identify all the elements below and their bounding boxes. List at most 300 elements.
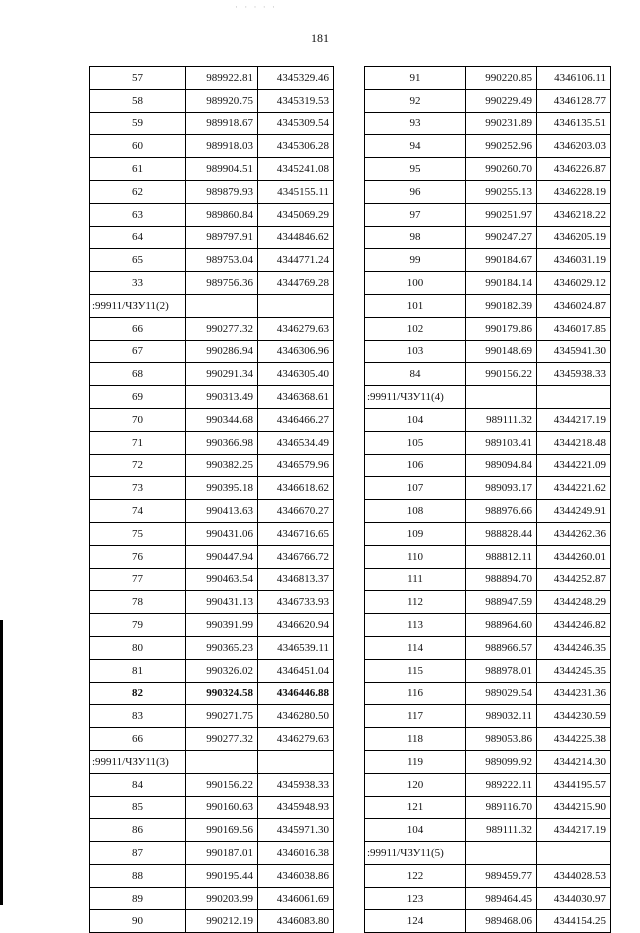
y-coordinate: 4344769.28 [258, 272, 334, 295]
y-coordinate: 4345241.08 [258, 158, 334, 181]
empty-cell [537, 842, 611, 865]
point-number: 80 [90, 636, 186, 659]
y-coordinate: 4346279.63 [258, 728, 334, 751]
table-row [365, 477, 611, 500]
point-number: 74 [90, 500, 186, 523]
x-coordinate: 990220.85 [466, 67, 537, 90]
table-row [365, 431, 611, 454]
y-coordinate: 4345309.54 [258, 112, 334, 135]
x-coordinate: 990184.14 [466, 272, 537, 295]
y-coordinate: 4345938.33 [537, 363, 611, 386]
y-coordinate: 4344215.90 [537, 796, 611, 819]
y-coordinate: 4344230.59 [537, 705, 611, 728]
table-row [90, 728, 334, 751]
x-coordinate: 990156.22 [466, 363, 537, 386]
y-coordinate: 4346446.88 [258, 682, 334, 705]
x-coordinate: 990251.97 [466, 203, 537, 226]
point-number: 109 [365, 522, 466, 545]
table-row [365, 408, 611, 431]
x-coordinate: 990169.56 [186, 819, 258, 842]
table-row [90, 431, 334, 454]
table-row [365, 226, 611, 249]
table-row [365, 887, 611, 910]
table-row [90, 819, 334, 842]
point-number: 92 [365, 89, 466, 112]
table-row [365, 89, 611, 112]
point-number: 68 [90, 363, 186, 386]
x-coordinate: 989116.70 [466, 796, 537, 819]
point-number: 95 [365, 158, 466, 181]
table-row [365, 500, 611, 523]
point-number: 124 [365, 910, 466, 933]
x-coordinate: 990203.99 [186, 887, 258, 910]
x-coordinate: 990260.70 [466, 158, 537, 181]
point-number: 59 [90, 112, 186, 135]
x-coordinate: 990255.13 [466, 180, 537, 203]
y-coordinate: 4344231.36 [537, 682, 611, 705]
x-coordinate: 989094.84 [466, 454, 537, 477]
y-coordinate: 4346579.96 [258, 454, 334, 477]
x-coordinate: 989111.32 [466, 408, 537, 431]
table-row [365, 158, 611, 181]
table-row [365, 203, 611, 226]
point-number: 115 [365, 659, 466, 682]
y-coordinate: 4346106.11 [537, 67, 611, 90]
table-row [90, 636, 334, 659]
y-coordinate: 4346061.69 [258, 887, 334, 910]
section-label-row [365, 842, 611, 865]
y-coordinate: 4346539.11 [258, 636, 334, 659]
section-label-row [90, 294, 334, 317]
y-coordinate: 4345319.53 [258, 89, 334, 112]
x-coordinate: 988947.59 [466, 591, 537, 614]
x-coordinate: 990431.06 [186, 522, 258, 545]
y-coordinate: 4344846.62 [258, 226, 334, 249]
y-coordinate: 4344249.91 [537, 500, 611, 523]
y-coordinate: 4345069.29 [258, 203, 334, 226]
table-row [90, 614, 334, 637]
y-coordinate: 4346083.80 [258, 910, 334, 933]
point-number: 86 [90, 819, 186, 842]
section-label-row [90, 750, 334, 773]
x-coordinate: 990431.13 [186, 591, 258, 614]
table-row [90, 180, 334, 203]
y-coordinate: 4345329.46 [258, 67, 334, 90]
point-number: 87 [90, 842, 186, 865]
table-row [90, 591, 334, 614]
x-coordinate: 989756.36 [186, 272, 258, 295]
y-coordinate: 4346716.65 [258, 522, 334, 545]
point-number: 65 [90, 249, 186, 272]
y-coordinate: 4346024.87 [537, 294, 611, 317]
table-row [90, 226, 334, 249]
x-coordinate: 989879.93 [186, 180, 258, 203]
point-number: 104 [365, 819, 466, 842]
y-coordinate: 4346670.27 [258, 500, 334, 523]
x-coordinate: 989468.06 [466, 910, 537, 933]
x-coordinate: 990366.98 [186, 431, 258, 454]
point-number: 72 [90, 454, 186, 477]
y-coordinate: 4345948.93 [258, 796, 334, 819]
table-row [90, 682, 334, 705]
point-number: 88 [90, 864, 186, 887]
point-number: 73 [90, 477, 186, 500]
table-row [365, 636, 611, 659]
point-number: 67 [90, 340, 186, 363]
y-coordinate: 4346226.87 [537, 158, 611, 181]
point-number: 108 [365, 500, 466, 523]
y-coordinate: 4345155.11 [258, 180, 334, 203]
point-number: 57 [90, 67, 186, 90]
empty-cell [186, 294, 258, 317]
y-coordinate: 4346618.62 [258, 477, 334, 500]
table-row [365, 705, 611, 728]
coordinates-table-right [364, 66, 611, 933]
table-row [365, 864, 611, 887]
point-number: 33 [90, 272, 186, 295]
table-row [365, 796, 611, 819]
point-number: 81 [90, 659, 186, 682]
table-row [90, 340, 334, 363]
point-number: 85 [90, 796, 186, 819]
y-coordinate: 4345971.30 [258, 819, 334, 842]
x-coordinate: 990395.18 [186, 477, 258, 500]
point-number: 118 [365, 728, 466, 751]
x-coordinate: 990277.32 [186, 728, 258, 751]
x-coordinate: 990447.94 [186, 545, 258, 568]
x-coordinate: 989797.91 [186, 226, 258, 249]
point-number: 90 [90, 910, 186, 933]
table-row [90, 112, 334, 135]
table-row [365, 819, 611, 842]
y-coordinate: 4344252.87 [537, 568, 611, 591]
x-coordinate: 990252.96 [466, 135, 537, 158]
x-coordinate: 990184.67 [466, 249, 537, 272]
x-coordinate: 990382.25 [186, 454, 258, 477]
section-label: :99911/ЧЗУ11(3) [90, 750, 186, 773]
y-coordinate: 4344217.19 [537, 408, 611, 431]
x-coordinate: 990324.58 [186, 682, 258, 705]
x-coordinate: 989222.11 [466, 773, 537, 796]
y-coordinate: 4344195.57 [537, 773, 611, 796]
table-row [90, 386, 334, 409]
y-coordinate: 4344214.30 [537, 750, 611, 773]
y-coordinate: 4344245.35 [537, 659, 611, 682]
point-number: 122 [365, 864, 466, 887]
point-number: 116 [365, 682, 466, 705]
y-coordinate: 4346218.22 [537, 203, 611, 226]
x-coordinate: 988976.66 [466, 500, 537, 523]
point-number: 119 [365, 750, 466, 773]
x-coordinate: 990231.89 [466, 112, 537, 135]
table-row [90, 887, 334, 910]
x-coordinate: 990212.19 [186, 910, 258, 933]
table-row [90, 522, 334, 545]
empty-cell [537, 386, 611, 409]
table-row [90, 89, 334, 112]
point-number: 62 [90, 180, 186, 203]
x-coordinate: 990391.99 [186, 614, 258, 637]
table-row [90, 67, 334, 90]
table-row [90, 500, 334, 523]
table-row [90, 842, 334, 865]
table-row [90, 454, 334, 477]
y-coordinate: 4346620.94 [258, 614, 334, 637]
y-coordinate: 4344030.97 [537, 887, 611, 910]
y-coordinate: 4344028.53 [537, 864, 611, 887]
x-coordinate: 990179.86 [466, 317, 537, 340]
x-coordinate: 990156.22 [186, 773, 258, 796]
y-coordinate: 4346038.86 [258, 864, 334, 887]
point-number: 107 [365, 477, 466, 500]
point-number: 96 [365, 180, 466, 203]
point-number: 84 [90, 773, 186, 796]
x-coordinate: 990313.49 [186, 386, 258, 409]
section-label-row [365, 386, 611, 409]
point-number: 66 [90, 728, 186, 751]
x-coordinate: 989053.86 [466, 728, 537, 751]
y-coordinate: 4344248.29 [537, 591, 611, 614]
table-row [365, 180, 611, 203]
point-number: 82 [90, 682, 186, 705]
x-coordinate: 988812.11 [466, 545, 537, 568]
table-row [90, 568, 334, 591]
y-coordinate: 4346451.04 [258, 659, 334, 682]
point-number: 91 [365, 67, 466, 90]
y-coordinate: 4344221.62 [537, 477, 611, 500]
x-coordinate: 989918.67 [186, 112, 258, 135]
table-row [90, 864, 334, 887]
point-number: 60 [90, 135, 186, 158]
table-row [365, 659, 611, 682]
table-row [365, 249, 611, 272]
point-number: 113 [365, 614, 466, 637]
y-coordinate: 4346280.50 [258, 705, 334, 728]
point-number: 110 [365, 545, 466, 568]
y-coordinate: 4345941.30 [537, 340, 611, 363]
x-coordinate: 989904.51 [186, 158, 258, 181]
x-coordinate: 989459.77 [466, 864, 537, 887]
point-number: 66 [90, 317, 186, 340]
table-row [365, 454, 611, 477]
point-number: 121 [365, 796, 466, 819]
table-row [90, 659, 334, 682]
y-coordinate: 4346135.51 [537, 112, 611, 135]
point-number: 79 [90, 614, 186, 637]
point-number: 77 [90, 568, 186, 591]
y-coordinate: 4346766.72 [258, 545, 334, 568]
y-coordinate: 4344217.19 [537, 819, 611, 842]
x-coordinate: 990247.27 [466, 226, 537, 249]
y-coordinate: 4346279.63 [258, 317, 334, 340]
y-coordinate: 4346733.93 [258, 591, 334, 614]
x-coordinate: 989860.84 [186, 203, 258, 226]
table-row [90, 705, 334, 728]
x-coordinate: 989111.32 [466, 819, 537, 842]
y-coordinate: 4346029.12 [537, 272, 611, 295]
table-row [90, 203, 334, 226]
point-number: 120 [365, 773, 466, 796]
x-coordinate: 989918.03 [186, 135, 258, 158]
point-number: 63 [90, 203, 186, 226]
point-number: 71 [90, 431, 186, 454]
point-number: 123 [365, 887, 466, 910]
point-number: 93 [365, 112, 466, 135]
point-number: 61 [90, 158, 186, 181]
point-number: 78 [90, 591, 186, 614]
y-coordinate: 4344262.36 [537, 522, 611, 545]
table-row [365, 340, 611, 363]
x-coordinate: 989032.11 [466, 705, 537, 728]
y-coordinate: 4346306.96 [258, 340, 334, 363]
point-number: 94 [365, 135, 466, 158]
point-number: 99 [365, 249, 466, 272]
x-coordinate: 990291.34 [186, 363, 258, 386]
y-coordinate: 4346031.19 [537, 249, 611, 272]
x-coordinate: 990365.23 [186, 636, 258, 659]
x-coordinate: 990344.68 [186, 408, 258, 431]
point-number: 102 [365, 317, 466, 340]
x-coordinate: 990160.63 [186, 796, 258, 819]
table-row [365, 682, 611, 705]
table-row [365, 568, 611, 591]
x-coordinate: 990277.32 [186, 317, 258, 340]
section-label: :99911/ЧЗУ11(2) [90, 294, 186, 317]
y-coordinate: 4346305.40 [258, 363, 334, 386]
table-row [365, 910, 611, 933]
y-coordinate: 4346813.37 [258, 568, 334, 591]
table-row [365, 294, 611, 317]
y-coordinate: 4346128.77 [537, 89, 611, 112]
table-row [365, 591, 611, 614]
point-number: 84 [365, 363, 466, 386]
empty-cell [186, 750, 258, 773]
point-number: 111 [365, 568, 466, 591]
table-row [90, 408, 334, 431]
y-coordinate: 4344225.38 [537, 728, 611, 751]
table-row [365, 728, 611, 751]
table-row [90, 363, 334, 386]
table-row [90, 317, 334, 340]
y-coordinate: 4344221.09 [537, 454, 611, 477]
x-coordinate: 989464.45 [466, 887, 537, 910]
x-coordinate: 990195.44 [186, 864, 258, 887]
empty-cell [258, 294, 334, 317]
point-number: 117 [365, 705, 466, 728]
table-row [365, 545, 611, 568]
table-row [90, 158, 334, 181]
table-row [365, 272, 611, 295]
table-row [365, 363, 611, 386]
point-number: 112 [365, 591, 466, 614]
x-coordinate: 988964.60 [466, 614, 537, 637]
point-number: 89 [90, 887, 186, 910]
table-row [90, 910, 334, 933]
x-coordinate: 988978.01 [466, 659, 537, 682]
y-coordinate: 4346017.85 [537, 317, 611, 340]
y-coordinate: 4344260.01 [537, 545, 611, 568]
table-row [365, 750, 611, 773]
y-coordinate: 4345306.28 [258, 135, 334, 158]
y-coordinate: 4345938.33 [258, 773, 334, 796]
table-row [365, 522, 611, 545]
section-label: :99911/ЧЗУ11(5) [365, 842, 466, 865]
x-coordinate: 990187.01 [186, 842, 258, 865]
x-coordinate: 989753.04 [186, 249, 258, 272]
x-coordinate: 989093.17 [466, 477, 537, 500]
y-coordinate: 4346368.61 [258, 386, 334, 409]
point-number: 76 [90, 545, 186, 568]
empty-cell [466, 842, 537, 865]
y-coordinate: 4346228.19 [537, 180, 611, 203]
y-coordinate: 4344246.35 [537, 636, 611, 659]
point-number: 97 [365, 203, 466, 226]
point-number: 104 [365, 408, 466, 431]
x-coordinate: 990148.69 [466, 340, 537, 363]
section-label: :99911/ЧЗУ11(4) [365, 386, 466, 409]
x-coordinate: 990326.02 [186, 659, 258, 682]
x-coordinate: 989103.41 [466, 431, 537, 454]
page-number: 181 [311, 31, 329, 45]
point-number: 106 [365, 454, 466, 477]
point-number: 100 [365, 272, 466, 295]
y-coordinate: 4346466.27 [258, 408, 334, 431]
coordinates-table-left [89, 66, 334, 933]
table-row [90, 135, 334, 158]
point-number: 98 [365, 226, 466, 249]
empty-cell [258, 750, 334, 773]
x-coordinate: 990271.75 [186, 705, 258, 728]
scan-edge-bar [0, 620, 3, 905]
point-number: 114 [365, 636, 466, 659]
point-number: 70 [90, 408, 186, 431]
point-number: 75 [90, 522, 186, 545]
x-coordinate: 990463.54 [186, 568, 258, 591]
y-coordinate: 4344218.48 [537, 431, 611, 454]
x-coordinate: 990229.49 [466, 89, 537, 112]
point-number: 83 [90, 705, 186, 728]
table-row [90, 477, 334, 500]
table-row [365, 614, 611, 637]
table-row [90, 249, 334, 272]
y-coordinate: 4346016.38 [258, 842, 334, 865]
table-row [365, 112, 611, 135]
y-coordinate: 4346205.19 [537, 226, 611, 249]
table-row [90, 773, 334, 796]
x-coordinate: 990413.63 [186, 500, 258, 523]
x-coordinate: 988894.70 [466, 568, 537, 591]
table-row [90, 545, 334, 568]
y-coordinate: 4346534.49 [258, 431, 334, 454]
point-number: 58 [90, 89, 186, 112]
y-coordinate: 4344771.24 [258, 249, 334, 272]
table-row [365, 67, 611, 90]
point-number: 69 [90, 386, 186, 409]
x-coordinate: 989920.75 [186, 89, 258, 112]
point-number: 103 [365, 340, 466, 363]
table-row [365, 135, 611, 158]
point-number: 64 [90, 226, 186, 249]
x-coordinate: 988828.44 [466, 522, 537, 545]
empty-cell [466, 386, 537, 409]
table-row [365, 317, 611, 340]
table-row [365, 773, 611, 796]
y-coordinate: 4344154.25 [537, 910, 611, 933]
x-coordinate: 989029.54 [466, 682, 537, 705]
x-coordinate: 990286.94 [186, 340, 258, 363]
y-coordinate: 4346203.03 [537, 135, 611, 158]
x-coordinate: 989922.81 [186, 67, 258, 90]
